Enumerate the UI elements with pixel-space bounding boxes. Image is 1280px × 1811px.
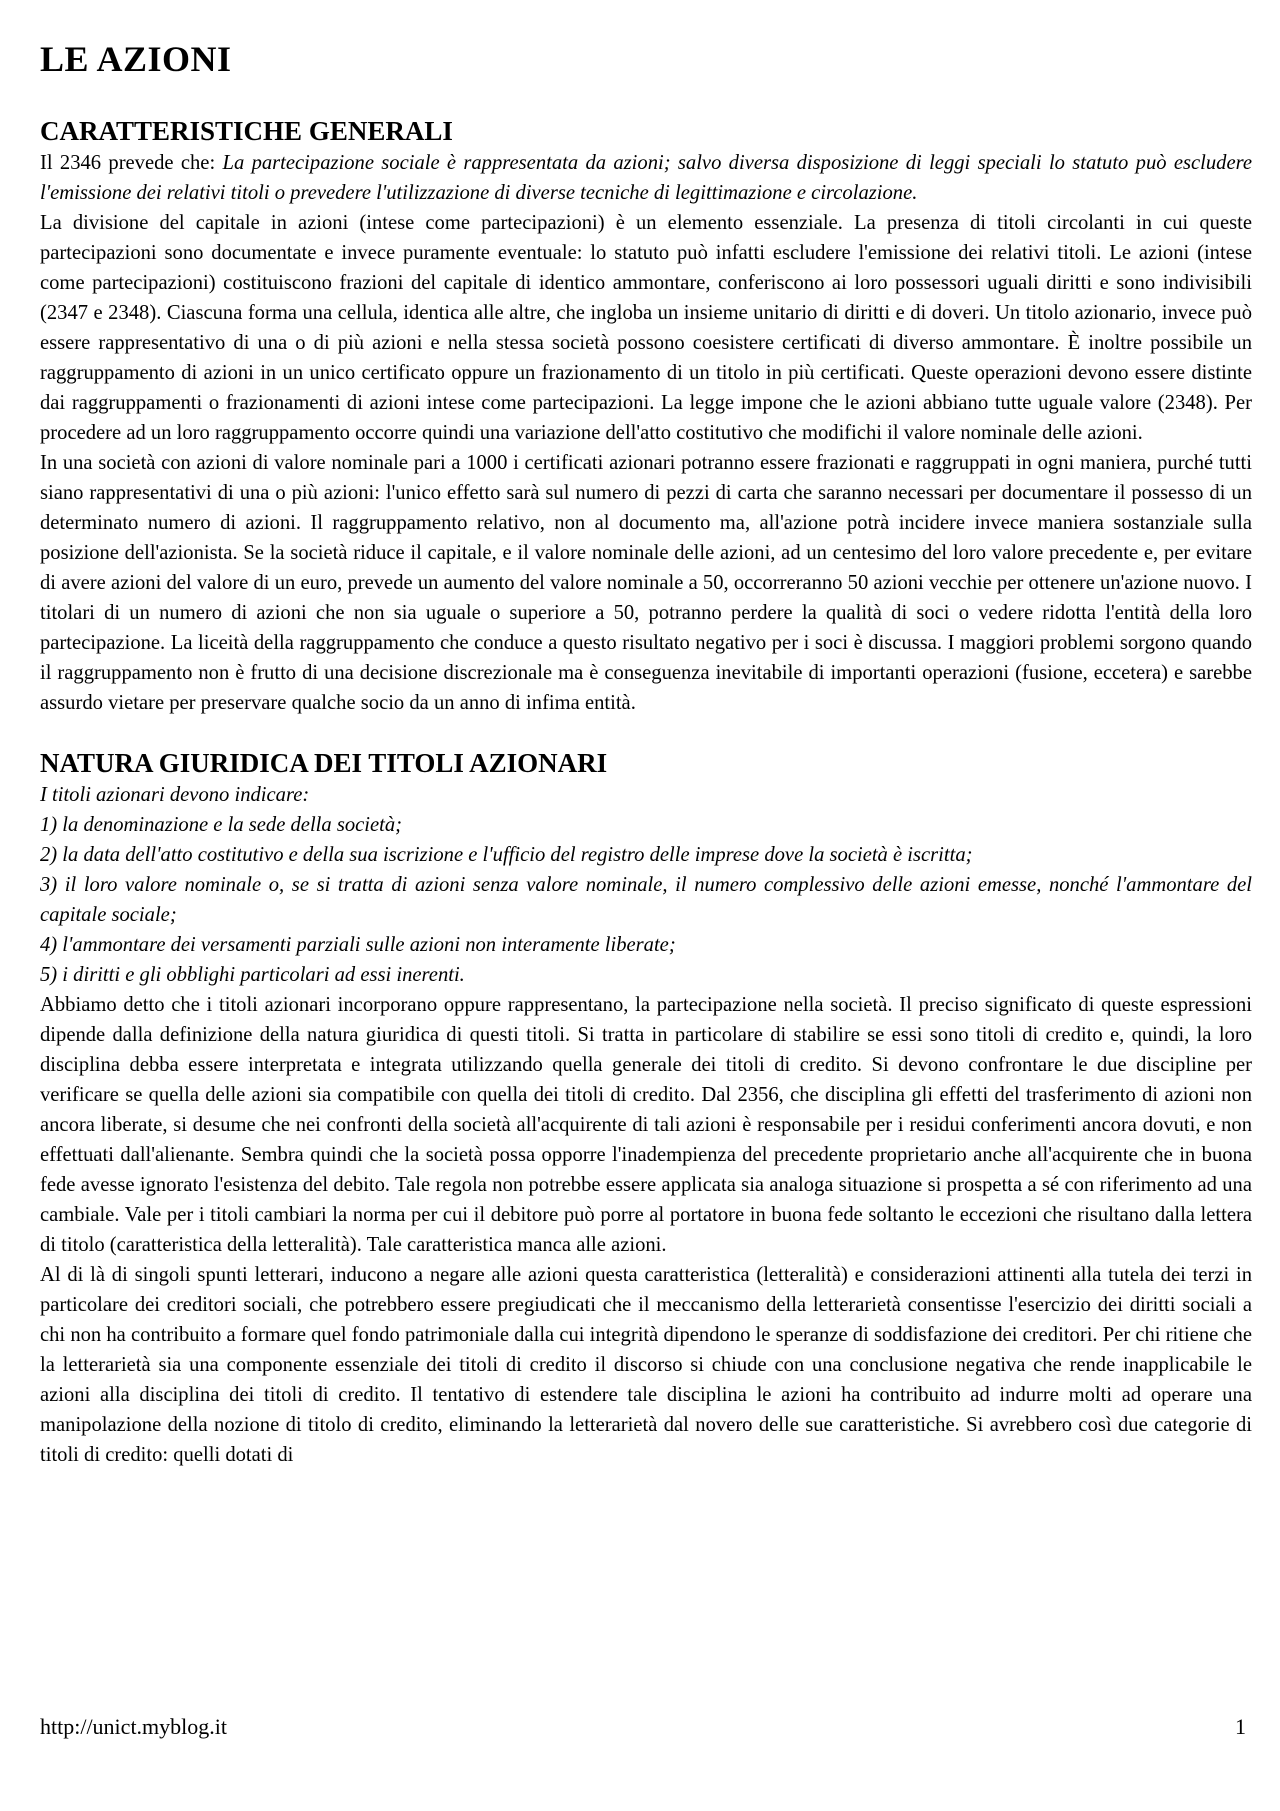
paragraph: La divisione del capitale in azioni (intese come partecipazioni) è un elemento essenziale. La presenza di titoli circolanti in cui queste partecipazioni sono documentate e invece puramente eventuale: lo statuto può infatti escludere l'emissione dei relativi titoli. Le azioni (intese come partecipazioni) costituiscono frazioni del capitale di identico ammontare, conferiscono ai loro possessori uguali diritti e sono indivisibili (2347 e 2348). Ciascuna forma una cellula, identica alle altre, che ingloba un insieme unitario di diritti e di doveri. Un titolo azionario, invece può essere rappresentativo di una o di più azioni e nella stessa società possono coesistere certificati di diverso ammontare. È inoltre possibile un raggruppamento di azioni in un unico certificato oppure un frazionamento di un titolo in più certificati. Queste operazioni devono essere distinte dai raggruppamenti o frazionamenti di azioni intese come partecipazioni. La legge impone che le azioni abbiano tutte uguale valore (2348). Per procedere ad un loro raggruppamento occorre quindi una variazione dell'atto costitutivo che modifichi il valore nominale delle azioni. xyxy=(40,212,1252,444)
list-item: 2) la data dell'atto costitutivo e della sua iscrizione e l'ufficio del registro delle imprese dove la società è iscritta; xyxy=(40,844,973,866)
list-item: 4) l'ammontare dei versamenti parziali sulle azioni non interamente liberate; xyxy=(40,934,676,956)
document-body xyxy=(40,114,1252,1470)
paragraph xyxy=(40,148,1252,208)
paragraph: In una società con azioni di valore nominale pari a 1000 i certificati azionari potranno essere frazionati e raggruppati in ogni maniera, purché tutti siano rappresentativi di una o più azioni: l'unico effetto sarà sul numero di pezzi di carta che saranno necessari per documentare il possesso di un determinato numero di azioni. Il raggruppamento relativo, non al documento ma, all'azione potrà incidere invece maniera sostanziale sulla posizione dell'azionista. Se la società riduce il capitale, e il valore nominale delle azioni, ad un centesimo del loro valore precedente e, per evitare di avere azioni del valore di un euro, prevede un aumento del valore nominale a 50, occorreranno 50 azioni vecchie per ottenere un'azione nuovo. I titolari di un numero di azioni che non sia uguale o superiore a 50, potranno perdere la qualità di soci o vedere ridotta l'entità della loro partecipazione. La liceità della raggruppamento che conduce a questo risultato negativo per i soci è discussa. I maggiori problemi sorgono quando il raggruppamento non è frutto di una decisione discrezionale ma è conseguenza inevitabile di importanti operazioni (fusione, eccetera) e sarebbe assurdo vietare per preservare qualche socio da un anno di infima entità. xyxy=(40,452,1252,714)
footer-url: http://unict.myblog.it xyxy=(40,1714,227,1739)
paragraph-lead: Il 2346 prevede che: xyxy=(40,152,223,174)
list-intro: I titoli azionari devono indicare: xyxy=(40,784,310,806)
page-number: 1 xyxy=(1235,1714,1246,1739)
paragraph: Abbiamo detto che i titoli azionari incorporano oppure rappresentano, la partecipazione nella società. Il preciso significato di queste espressioni dipende dalla definizione della natura giuridica di questi titoli. Si tratta in particolare di stabilire se essi sono titoli di credito e, quindi, la loro disciplina debba essere interpretata e integrata utilizzando quella generale dei titoli di credito. Si devono confrontare le due discipline per verificare se quella delle azioni sia compatibile con quella dei titoli di credito. Dal 2356, che disciplina gli effetti del trasferimento di azioni non ancora liberate, si desume che nei confronti della società all'acquirente di tali azioni è responsabile per i residui conferimenti ancora dovuti, e non effettuati dall'alienante. Sembra quindi che la società possa opporre l'inadempienza del precedente proprietario anche all'acquirente che in buona fede avesse ignorato l'esistenza del debito. Tale regola non potrebbe essere applicata sia analoga situazione si prospetta a sé con riferimento ad una cambiale. Vale per i titoli cambiari la norma per cui il debitore può porre al portatore in buona fede soltanto le eccezioni che risultano dalla lettera di titolo (caratteristica della letteralità). Tale caratteristica manca alle azioni. xyxy=(40,994,1252,1256)
list-item: 3) il loro valore nominale o, se si tratta di azioni senza valore nominale, il numero complessivo delle azioni emesse, nonché l'ammontare del capitale sociale; xyxy=(40,874,1252,926)
section-heading-caratteristiche: CARATTERISTICHE GENERALI xyxy=(40,116,453,146)
section-heading-natura-giuridica: NATURA GIURIDICA DEI TITOLI AZIONARI xyxy=(40,748,608,778)
list-item: 5) i diritti e gli obblighi particolari ad essi inerenti. xyxy=(40,964,465,986)
paragraph: Al di là di singoli spunti letterari, inducono a negare alle azioni questa caratteristica (letteralità) e considerazioni attinenti alla tutela dei terzi in particolare dei creditori sociali, che potrebbero essere pregiudicati che il meccanismo della letterarietà consentisse l'esercizio dei diritti sociali a chi non ha contribuito a formare quel fondo patrimoniale dalla cui integrità dipendono le speranze di soddisfazione dei creditori. Per chi ritiene che la letterarietà sia una componente essenziale dei titoli di credito il discorso si chiude con una conclusione negativa che rende inapplicabile le azioni alla disciplina dei titoli di credito. Il tentativo di estendere tale disciplina le azioni ha contribuito ad indurre molti ad operare una manipolazione della nozione di titolo di credito, eliminando la letterarietà dal novero delle sue caratteristiche. Si avrebbero così due categorie di titoli di credito: quelli dotati di xyxy=(40,1264,1252,1466)
list-item: 1) la denominazione e la sede della società; xyxy=(40,814,403,836)
quoted-article: La partecipazione sociale è rappresentata da azioni; salvo diversa disposizione di leggi speciali lo statuto può escludere l'emissione dei relativi titoli o prevedere l'utilizzazione di diverse tecniche di legittimazione e circolazione. xyxy=(40,152,1252,204)
page-title: LE AZIONI xyxy=(40,39,232,79)
